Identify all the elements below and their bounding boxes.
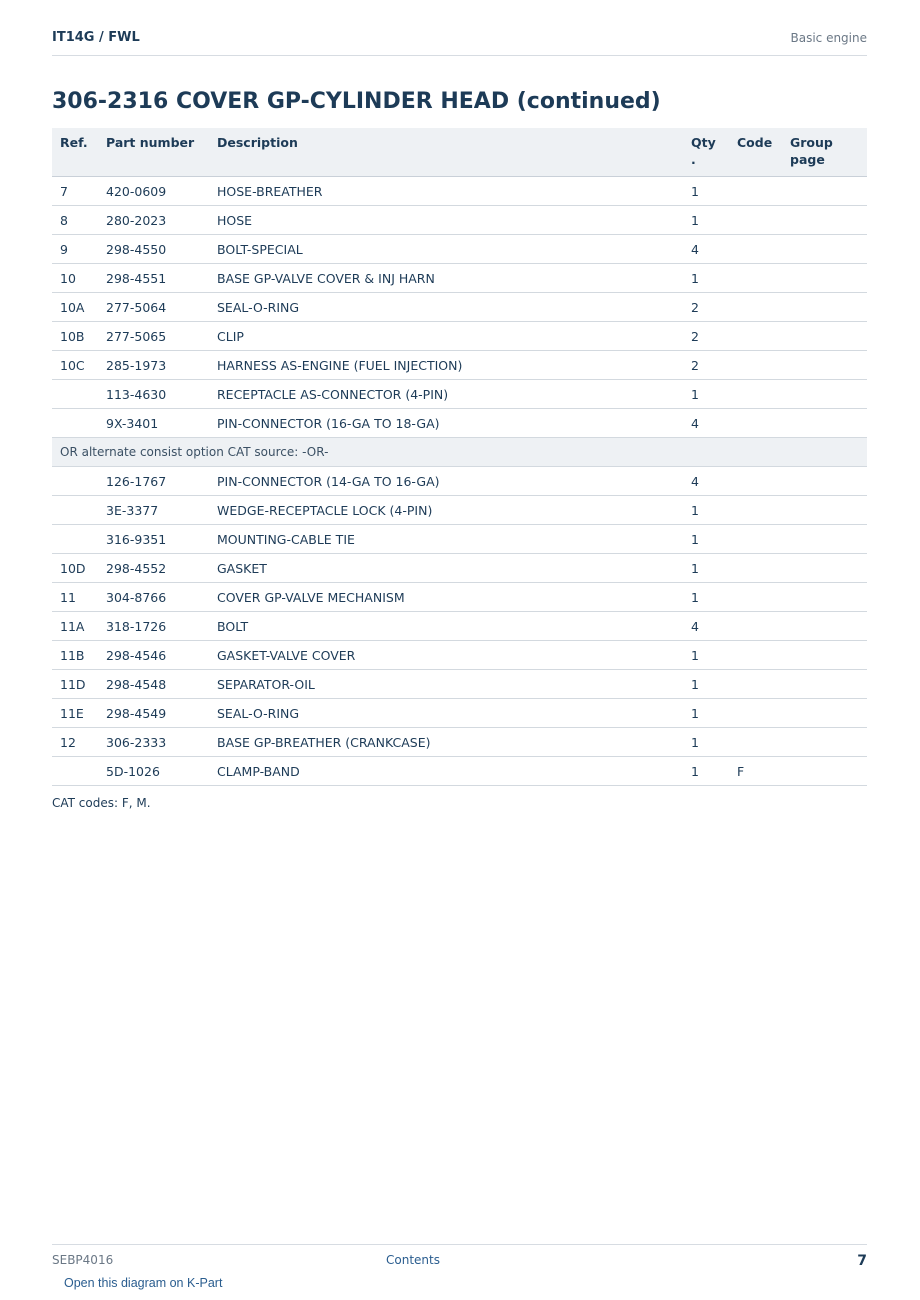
qty-cell: 1 bbox=[683, 554, 729, 583]
ref-cell: 10 bbox=[52, 264, 98, 293]
table-row bbox=[52, 670, 867, 699]
description-cell: CLAMP-BAND bbox=[209, 757, 683, 786]
group-page-cell bbox=[782, 554, 867, 583]
part-number-cell: 298-4549 bbox=[98, 699, 209, 728]
column-header-group-line1: Group bbox=[790, 135, 833, 150]
table-row bbox=[52, 728, 867, 757]
description-cell: MOUNTING-CABLE TIE bbox=[209, 525, 683, 554]
part-number-cell: 306-2333 bbox=[98, 728, 209, 757]
group-page-cell bbox=[782, 757, 867, 786]
part-number-cell: 318-1726 bbox=[98, 612, 209, 641]
code-cell bbox=[729, 409, 782, 438]
qty-cell: 1 bbox=[683, 757, 729, 786]
code-cell bbox=[729, 264, 782, 293]
column-header-code: Code bbox=[729, 128, 782, 177]
ref-cell: 7 bbox=[52, 177, 98, 206]
parts-table-body bbox=[52, 177, 867, 786]
group-page-cell bbox=[782, 728, 867, 757]
column-header-description: Description bbox=[209, 128, 683, 177]
group-page-cell bbox=[782, 293, 867, 322]
description-cell: HOSE-BREATHER bbox=[209, 177, 683, 206]
description-cell: BOLT-SPECIAL bbox=[209, 235, 683, 264]
part-number-cell: 277-5064 bbox=[98, 293, 209, 322]
description-cell: BOLT bbox=[209, 612, 683, 641]
group-page-cell bbox=[782, 670, 867, 699]
part-number-cell: 304-8766 bbox=[98, 583, 209, 612]
part-number-cell: 285-1973 bbox=[98, 351, 209, 380]
table-header-row bbox=[52, 128, 867, 177]
group-page-cell bbox=[782, 612, 867, 641]
part-number-cell: 316-9351 bbox=[98, 525, 209, 554]
parts-table bbox=[52, 128, 867, 786]
description-cell: RECEPTACLE AS-CONNECTOR (4-PIN) bbox=[209, 380, 683, 409]
table-row bbox=[52, 380, 867, 409]
table-row bbox=[52, 177, 867, 206]
page-header bbox=[52, 28, 867, 56]
code-cell bbox=[729, 322, 782, 351]
group-page-cell bbox=[782, 177, 867, 206]
qty-cell: 4 bbox=[683, 409, 729, 438]
description-cell: SEPARATOR-OIL bbox=[209, 670, 683, 699]
description-cell: BASE GP-BREATHER (CRANKCASE) bbox=[209, 728, 683, 757]
table-row bbox=[52, 467, 867, 496]
page-title-main: 306-2316 COVER GP-CYLINDER HEAD bbox=[52, 89, 510, 114]
group-page-cell bbox=[782, 322, 867, 351]
ref-cell bbox=[52, 525, 98, 554]
qty-cell: 1 bbox=[683, 583, 729, 612]
ref-cell: 10D bbox=[52, 554, 98, 583]
table-row bbox=[52, 409, 867, 438]
group-page-cell bbox=[782, 235, 867, 264]
group-page-cell bbox=[782, 380, 867, 409]
qty-cell: 2 bbox=[683, 351, 729, 380]
description-cell: PIN-CONNECTOR (16-GA TO 18-GA) bbox=[209, 409, 683, 438]
section-name: Basic engine bbox=[790, 31, 867, 45]
description-cell: PIN-CONNECTOR (14-GA TO 16-GA) bbox=[209, 467, 683, 496]
part-number-cell: 3E-3377 bbox=[98, 496, 209, 525]
part-number-cell: 298-4546 bbox=[98, 641, 209, 670]
code-cell bbox=[729, 670, 782, 699]
code-cell bbox=[729, 641, 782, 670]
qty-cell: 1 bbox=[683, 380, 729, 409]
part-number-cell: 113-4630 bbox=[98, 380, 209, 409]
part-number-cell: 5D-1026 bbox=[98, 757, 209, 786]
table-row bbox=[52, 641, 867, 670]
group-page-cell bbox=[782, 525, 867, 554]
code-cell bbox=[729, 699, 782, 728]
code-cell bbox=[729, 293, 782, 322]
qty-cell: 1 bbox=[683, 496, 729, 525]
qty-cell: 1 bbox=[683, 699, 729, 728]
page-footer bbox=[52, 1244, 867, 1268]
code-cell bbox=[729, 380, 782, 409]
ref-cell bbox=[52, 496, 98, 525]
page-title-suffix: (continued) bbox=[509, 89, 661, 114]
code-cell bbox=[729, 467, 782, 496]
table-note-row bbox=[52, 438, 867, 467]
ref-cell: 11B bbox=[52, 641, 98, 670]
qty-cell: 2 bbox=[683, 293, 729, 322]
part-number-cell: 280-2023 bbox=[98, 206, 209, 235]
table-row bbox=[52, 525, 867, 554]
description-cell: WEDGE-RECEPTACLE LOCK (4-PIN) bbox=[209, 496, 683, 525]
description-cell: SEAL-O-RING bbox=[209, 699, 683, 728]
qty-cell: 1 bbox=[683, 641, 729, 670]
code-cell bbox=[729, 177, 782, 206]
column-header-qty bbox=[683, 128, 729, 177]
ref-cell: 10B bbox=[52, 322, 98, 351]
group-page-cell bbox=[782, 641, 867, 670]
qty-cell: 1 bbox=[683, 728, 729, 757]
code-cell bbox=[729, 554, 782, 583]
description-cell: GASKET bbox=[209, 554, 683, 583]
part-number-cell: 298-4548 bbox=[98, 670, 209, 699]
qty-cell: 1 bbox=[683, 206, 729, 235]
page-number: 7 bbox=[857, 1253, 867, 1269]
group-page-cell bbox=[782, 409, 867, 438]
column-header-group-line2: page bbox=[790, 152, 825, 167]
description-cell: HARNESS AS-ENGINE (FUEL INJECTION) bbox=[209, 351, 683, 380]
description-cell: COVER GP-VALVE MECHANISM bbox=[209, 583, 683, 612]
ref-cell bbox=[52, 409, 98, 438]
page-title bbox=[52, 89, 661, 114]
ref-cell: 12 bbox=[52, 728, 98, 757]
qty-cell: 1 bbox=[683, 264, 729, 293]
column-header-group-page bbox=[782, 128, 867, 177]
description-cell: GASKET-VALVE COVER bbox=[209, 641, 683, 670]
ref-cell: 8 bbox=[52, 206, 98, 235]
column-header-ref: Ref. bbox=[52, 128, 98, 177]
group-page-cell bbox=[782, 496, 867, 525]
group-page-cell bbox=[782, 264, 867, 293]
code-cell bbox=[729, 235, 782, 264]
qty-cell: 1 bbox=[683, 177, 729, 206]
description-cell: CLIP bbox=[209, 322, 683, 351]
part-number-cell: 9X-3401 bbox=[98, 409, 209, 438]
code-cell bbox=[729, 525, 782, 554]
column-header-qty-line1: Qty bbox=[691, 135, 716, 150]
part-number-cell: 298-4551 bbox=[98, 264, 209, 293]
code-cell bbox=[729, 728, 782, 757]
ref-cell: 11A bbox=[52, 612, 98, 641]
code-cell bbox=[729, 583, 782, 612]
qty-cell: 4 bbox=[683, 235, 729, 264]
breadcrumb: IT14G / FWL bbox=[52, 30, 140, 45]
column-header-qty-line2: . bbox=[691, 152, 696, 167]
ref-cell: 11 bbox=[52, 583, 98, 612]
part-number-cell: 420-0609 bbox=[98, 177, 209, 206]
ref-cell: 10C bbox=[52, 351, 98, 380]
alternate-option-note: OR alternate consist option CAT source: -OR- bbox=[52, 438, 867, 467]
table-row bbox=[52, 322, 867, 351]
ref-cell: 11D bbox=[52, 670, 98, 699]
code-cell bbox=[729, 496, 782, 525]
code-cell bbox=[729, 206, 782, 235]
qty-cell: 2 bbox=[683, 322, 729, 351]
group-page-cell bbox=[782, 351, 867, 380]
code-cell: F bbox=[729, 757, 782, 786]
ref-cell: 9 bbox=[52, 235, 98, 264]
part-number-cell: 298-4552 bbox=[98, 554, 209, 583]
qty-cell: 4 bbox=[683, 612, 729, 641]
table-row bbox=[52, 351, 867, 380]
qty-cell: 4 bbox=[683, 467, 729, 496]
table-row bbox=[52, 496, 867, 525]
open-kpart-link[interactable]: Open this diagram on K-Part bbox=[64, 1276, 223, 1290]
table-row bbox=[52, 612, 867, 641]
group-page-cell bbox=[782, 583, 867, 612]
part-number-cell: 126-1767 bbox=[98, 467, 209, 496]
contents-link[interactable]: Contents bbox=[386, 1253, 440, 1267]
ref-cell bbox=[52, 380, 98, 409]
part-number-cell: 277-5065 bbox=[98, 322, 209, 351]
qty-cell: 1 bbox=[683, 525, 729, 554]
ref-cell: 10A bbox=[52, 293, 98, 322]
group-page-cell bbox=[782, 699, 867, 728]
ref-cell: 11E bbox=[52, 699, 98, 728]
table-row bbox=[52, 757, 867, 786]
part-number-cell: 298-4550 bbox=[98, 235, 209, 264]
table-row bbox=[52, 206, 867, 235]
table-row bbox=[52, 583, 867, 612]
code-cell bbox=[729, 612, 782, 641]
ref-cell bbox=[52, 757, 98, 786]
qty-cell: 1 bbox=[683, 670, 729, 699]
description-cell: HOSE bbox=[209, 206, 683, 235]
description-cell: BASE GP-VALVE COVER & INJ HARN bbox=[209, 264, 683, 293]
group-page-cell bbox=[782, 206, 867, 235]
table-row bbox=[52, 554, 867, 583]
table-row bbox=[52, 699, 867, 728]
table-row bbox=[52, 293, 867, 322]
group-page-cell bbox=[782, 467, 867, 496]
code-cell bbox=[729, 351, 782, 380]
cat-codes-note: CAT codes: F, M. bbox=[52, 796, 151, 810]
document-id: SEBP4016 bbox=[52, 1253, 114, 1267]
table-row bbox=[52, 235, 867, 264]
ref-cell bbox=[52, 467, 98, 496]
column-header-part-number: Part number bbox=[98, 128, 209, 177]
table-row bbox=[52, 264, 867, 293]
description-cell: SEAL-O-RING bbox=[209, 293, 683, 322]
